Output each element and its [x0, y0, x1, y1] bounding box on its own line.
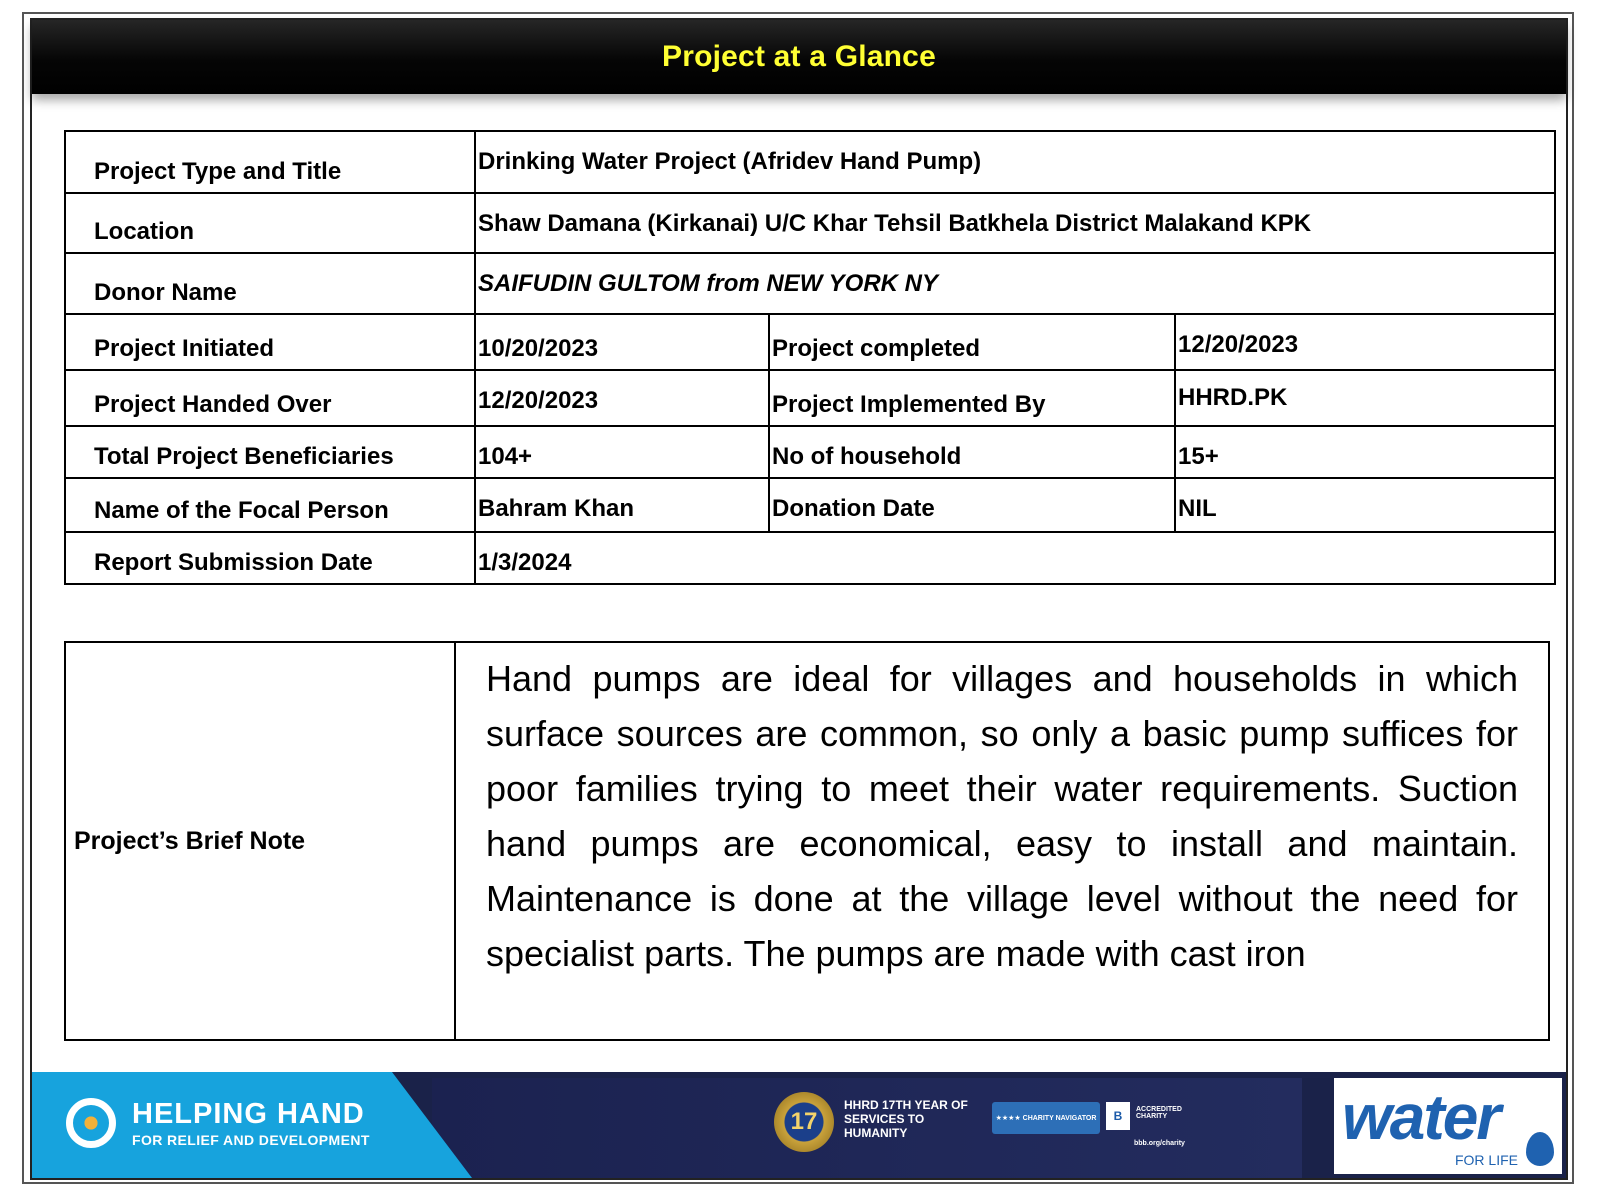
donation-date-label: Donation Date	[769, 478, 1175, 532]
project-type-label: Project Type and Title	[65, 131, 475, 193]
household-value: 15+	[1175, 426, 1555, 478]
org-subtitle: FOR RELIEF AND DEVELOPMENT	[132, 1132, 370, 1148]
table-row	[65, 314, 1555, 370]
header-bar	[32, 20, 1566, 94]
table-row	[65, 532, 1555, 584]
donation-date-value: NIL	[1175, 478, 1555, 532]
implemented-by-value: HHRD.PK	[1175, 370, 1555, 426]
focal-person-label: Name of the Focal Person	[65, 478, 475, 532]
location-label: Location	[65, 193, 475, 253]
bbb-url: bbb.org/charity	[1134, 1140, 1185, 1147]
water-logo-word: water	[1342, 1081, 1500, 1153]
location-value: Shaw Damana (Kirkanai) U/C Khar Tehsil Batkhela District Malakand KPK	[475, 193, 1555, 253]
initiated-value: 10/20/2023	[475, 314, 769, 370]
brief-note-text: Hand pumps are ideal for villages and households in which surface sources are common, so only a basic pump suffices for poor families trying to meet their water requirements. Suction hand pumps are economical, easy to install and maintain. Maintenance is done at the village level without the need for specialist parts. The pumps are made with cast iron	[455, 642, 1549, 1040]
helping-hand-logo-icon	[66, 1098, 116, 1148]
donor-label: Donor Name	[65, 253, 475, 314]
handed-over-label: Project Handed Over	[65, 370, 475, 426]
page-title: Project at a Glance	[662, 40, 936, 73]
org-name: HELPING HAND	[132, 1098, 365, 1130]
beneficiaries-label: Total Project Beneficiaries	[65, 426, 475, 478]
water-for-life-logo	[1334, 1078, 1562, 1174]
donor-value: SAIFUDIN GULTOM from NEW YORK NY	[475, 253, 1555, 314]
table-row	[65, 478, 1555, 532]
table-row	[65, 131, 1555, 193]
report-date-value: 1/3/2024	[475, 532, 1555, 584]
completed-label: Project completed	[769, 314, 1175, 370]
beneficiaries-value: 104+	[475, 426, 769, 478]
footer-banner	[32, 1072, 1566, 1178]
table-row	[65, 253, 1555, 314]
bbb-label: ACCREDITED CHARITY	[1136, 1106, 1182, 1120]
initiated-label: Project Initiated	[65, 314, 475, 370]
brief-note-label: Project’s Brief Note	[65, 642, 455, 1040]
report-date-label: Report Submission Date	[65, 532, 475, 584]
implemented-by-label: Project Implemented By	[769, 370, 1175, 426]
table-row	[65, 426, 1555, 478]
project-type-value: Drinking Water Project (Afridev Hand Pump)	[475, 131, 1555, 193]
completed-value: 12/20/2023	[1175, 314, 1555, 370]
brief-note-table	[64, 641, 1550, 1041]
table-row	[65, 370, 1555, 426]
years-of-service-text: HHRD 17TH YEAR OF SERVICES TO HUMANITY	[844, 1098, 968, 1140]
water-logo-subtitle: FOR LIFE	[1454, 1152, 1518, 1168]
anniversary-badge-icon: 17	[774, 1092, 834, 1152]
project-glance-table	[64, 130, 1556, 585]
charity-navigator-badge: ★★★★ CHARITY NAVIGATOR	[992, 1102, 1100, 1134]
bbb-accredited-badge	[1106, 1100, 1190, 1147]
bbb-icon: B	[1106, 1102, 1130, 1130]
focal-person-value: Bahram Khan	[475, 478, 769, 532]
handed-over-value: 12/20/2023	[475, 370, 769, 426]
household-label: No of household	[769, 426, 1175, 478]
table-row	[65, 193, 1555, 253]
water-drop-icon	[1526, 1132, 1554, 1166]
